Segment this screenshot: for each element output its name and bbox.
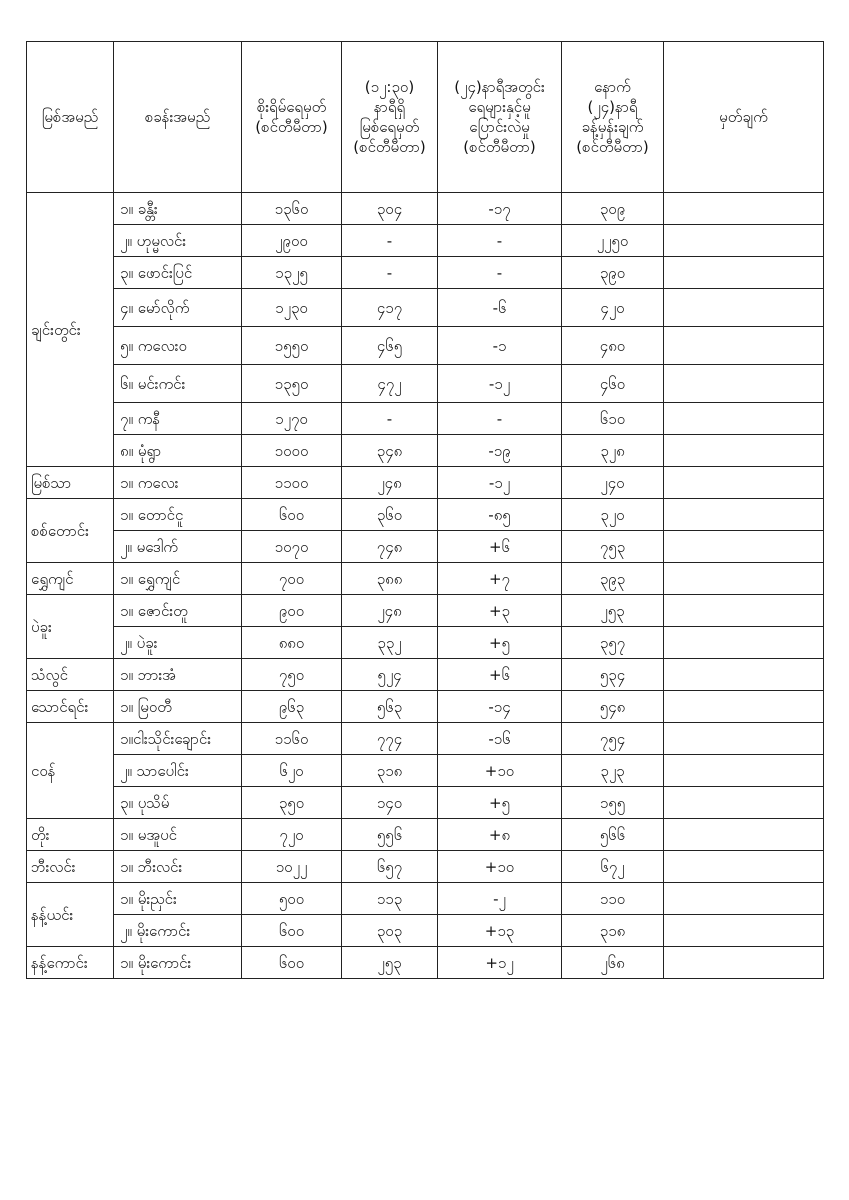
table-row bbox=[27, 691, 824, 723]
station-name-cell: ၃။ ပုသိမ် bbox=[114, 787, 242, 819]
warning-level-cell: ၉၆၃ bbox=[242, 691, 342, 723]
forecast-cell: ၁၁၀ bbox=[562, 883, 664, 915]
forecast-cell: ၆၁၀ bbox=[562, 403, 664, 435]
change-cell: - bbox=[438, 257, 562, 289]
table-row bbox=[27, 915, 824, 947]
station-name-cell: ၁။ တောင်ငူ bbox=[114, 499, 242, 531]
header-current-level bbox=[342, 42, 438, 193]
change-cell: -၁ bbox=[438, 327, 562, 365]
river-name-cell: တိုး bbox=[27, 819, 114, 851]
remark-cell bbox=[664, 595, 824, 627]
warning-level-cell: ၇၀၀ bbox=[242, 563, 342, 595]
table-row bbox=[27, 289, 824, 327]
station-name-cell: ၁။ မိုးညှင်း bbox=[114, 883, 242, 915]
remark-cell bbox=[664, 499, 824, 531]
forecast-cell: ၃၁၈ bbox=[562, 915, 664, 947]
change-cell: -၁၇ bbox=[438, 193, 562, 225]
station-name-cell: ၄။ မော်လိုက် bbox=[114, 289, 242, 327]
change-cell: -၈၅ bbox=[438, 499, 562, 531]
change-cell: - bbox=[438, 403, 562, 435]
station-name-cell: ၁။ ဇောင်းတူ bbox=[114, 595, 242, 627]
station-name-cell: ၅။ ကလေးဝ bbox=[114, 327, 242, 365]
station-name-cell: ၂။ ပဲခူး bbox=[114, 627, 242, 659]
change-cell: +၅ bbox=[438, 787, 562, 819]
table-row bbox=[27, 365, 824, 403]
remark-cell bbox=[664, 755, 824, 787]
table-row bbox=[27, 193, 824, 225]
header-river-name bbox=[27, 42, 114, 193]
station-name-cell: ၂။ သာပေါင်း bbox=[114, 755, 242, 787]
table-row bbox=[27, 627, 824, 659]
remark-cell bbox=[664, 787, 824, 819]
river-name-cell: ငဝန် bbox=[27, 723, 114, 819]
station-name-cell: ၂။ ဟုမ္မလင်း bbox=[114, 225, 242, 257]
remark-cell bbox=[664, 531, 824, 563]
forecast-cell: ၃၂၃ bbox=[562, 755, 664, 787]
forecast-cell: ၇၅၄ bbox=[562, 723, 664, 755]
remark-cell bbox=[664, 851, 824, 883]
remark-cell bbox=[664, 659, 824, 691]
warning-level-cell: ၁၃၅၀ bbox=[242, 365, 342, 403]
change-cell: - bbox=[438, 225, 562, 257]
forecast-cell: ၅၆၆ bbox=[562, 819, 664, 851]
forecast-cell: ၂၄၀ bbox=[562, 467, 664, 499]
change-cell: +၁၀ bbox=[438, 755, 562, 787]
forecast-cell: ၆၇၂ bbox=[562, 851, 664, 883]
station-name-cell: ၁။ မိုးကောင်း bbox=[114, 947, 242, 979]
river-name-cell: နန့်ကောင်း bbox=[27, 947, 114, 979]
forecast-cell: ၂၆၈ bbox=[562, 947, 664, 979]
table-row bbox=[27, 225, 824, 257]
table-row bbox=[27, 819, 824, 851]
table-row bbox=[27, 723, 824, 755]
table-row bbox=[27, 851, 824, 883]
current-level-cell: ၄၆၅ bbox=[342, 327, 438, 365]
table-row bbox=[27, 787, 824, 819]
current-level-cell: ၃၀၄ bbox=[342, 193, 438, 225]
header-row bbox=[27, 42, 824, 193]
table-row bbox=[27, 499, 824, 531]
current-level-cell: ၃၆၀ bbox=[342, 499, 438, 531]
table-row bbox=[27, 435, 824, 467]
station-name-cell: ၂။ မိုးကောင်း bbox=[114, 915, 242, 947]
river-name-cell: စစ်တောင်း bbox=[27, 499, 114, 563]
change-cell: -၂ bbox=[438, 883, 562, 915]
header-forecast-line: နောက် bbox=[594, 78, 631, 96]
warning-level-cell: ၈၈၀ bbox=[242, 627, 342, 659]
table-row bbox=[27, 531, 824, 563]
forecast-cell: ၃၅၇ bbox=[562, 627, 664, 659]
station-name-cell: ၁။ ရွှေကျင် bbox=[114, 563, 242, 595]
river-name-cell: မြစ်သာ bbox=[27, 467, 114, 499]
table-row bbox=[27, 563, 824, 595]
change-cell: +၁၀ bbox=[438, 851, 562, 883]
table-row bbox=[27, 467, 824, 499]
current-level-cell: ၆၅၇ bbox=[342, 851, 438, 883]
header-remark bbox=[664, 42, 824, 193]
current-level-cell: ၅၅၆ bbox=[342, 819, 438, 851]
station-name-cell: ၁။ မအူပင် bbox=[114, 819, 242, 851]
table-row bbox=[27, 947, 824, 979]
current-level-cell: ၅၆၃ bbox=[342, 691, 438, 723]
station-name-cell: ၁။ငါးသိုင်းချောင်း bbox=[114, 723, 242, 755]
station-name-cell: ၂။ မဒေါက် bbox=[114, 531, 242, 563]
current-level-cell: - bbox=[342, 403, 438, 435]
warning-level-cell: ၁၂၃၀ bbox=[242, 289, 342, 327]
river-name-cell: ရွှေကျင် bbox=[27, 563, 114, 595]
remark-cell bbox=[664, 257, 824, 289]
remark-cell bbox=[664, 947, 824, 979]
header-forecast-line: (၂၄)နာရီ bbox=[587, 98, 638, 116]
table-row bbox=[27, 883, 824, 915]
current-level-cell: - bbox=[342, 257, 438, 289]
river-name-cell: ပဲခူး bbox=[27, 595, 114, 659]
header-change-line: ပြောင်းလဲမှု bbox=[469, 118, 530, 136]
table-row bbox=[27, 659, 824, 691]
warning-level-cell: ၂၉၀၀ bbox=[242, 225, 342, 257]
river-name-cell: သောင်ရင်း bbox=[27, 691, 114, 723]
table-row bbox=[27, 595, 824, 627]
table-body bbox=[27, 193, 824, 979]
forecast-cell: ၃၉၀ bbox=[562, 257, 664, 289]
remark-cell bbox=[664, 819, 824, 851]
change-cell: +၃ bbox=[438, 595, 562, 627]
header-remark-label: မှတ်ချက် bbox=[719, 108, 768, 126]
header-level-line: (၁၂:၃၀) bbox=[364, 78, 415, 96]
header-station-label: စခန်းအမည် bbox=[144, 108, 211, 126]
river-name-cell: နန့်ယင်း bbox=[27, 883, 114, 947]
current-level-cell: ၄၁၇ bbox=[342, 289, 438, 327]
change-cell: -၁၂ bbox=[438, 467, 562, 499]
forecast-cell: ၃၂၈ bbox=[562, 435, 664, 467]
header-change-line: (၂၄)နာရီအတွင်း bbox=[454, 78, 545, 96]
current-level-cell: - bbox=[342, 225, 438, 257]
station-name-cell: ၆။ မင်းကင်း bbox=[114, 365, 242, 403]
header-level-line: မြစ်ရေမှတ် bbox=[359, 118, 420, 136]
change-cell: +၁၂ bbox=[438, 947, 562, 979]
current-level-cell: ၂၄၈ bbox=[342, 595, 438, 627]
forecast-cell: ၁၅၅ bbox=[562, 787, 664, 819]
warning-level-cell: ၁၁၀၀ bbox=[242, 467, 342, 499]
header-station-name bbox=[114, 42, 242, 193]
station-name-cell: ၁။ ခန္တီး bbox=[114, 193, 242, 225]
river-name-cell: သံလွင် bbox=[27, 659, 114, 691]
header-level-line: နာရီရှိ bbox=[373, 98, 406, 116]
table-row bbox=[27, 403, 824, 435]
change-cell: +၈ bbox=[438, 819, 562, 851]
change-cell: +၆ bbox=[438, 659, 562, 691]
warning-level-cell: ၁၀၇၀ bbox=[242, 531, 342, 563]
change-cell: -၁၄ bbox=[438, 691, 562, 723]
station-name-cell: ၈။ မုံရွာ bbox=[114, 435, 242, 467]
warning-level-cell: ၁၀၀၀ bbox=[242, 435, 342, 467]
forecast-cell: ၃၂၀ bbox=[562, 499, 664, 531]
change-cell: +၁၃ bbox=[438, 915, 562, 947]
header-change-line: ရေများနှင့်မူ bbox=[468, 98, 531, 116]
warning-level-cell: ၁၂၇၀ bbox=[242, 403, 342, 435]
header-warning-level bbox=[242, 42, 342, 193]
remark-cell bbox=[664, 225, 824, 257]
remark-cell bbox=[664, 403, 824, 435]
header-warning-line: (စင်တီမီတာ) bbox=[255, 118, 328, 136]
warning-level-cell: ၆၀၀ bbox=[242, 947, 342, 979]
change-cell: +၅ bbox=[438, 627, 562, 659]
header-river-label: မြစ်အမည် bbox=[41, 108, 99, 126]
forecast-cell: ၂၅၃ bbox=[562, 595, 664, 627]
station-name-cell: ၁။ မြဝတီ bbox=[114, 691, 242, 723]
change-cell: -၁၆ bbox=[438, 723, 562, 755]
current-level-cell: ၇၇၄ bbox=[342, 723, 438, 755]
header-forecast bbox=[562, 42, 664, 193]
warning-level-cell: ၇၅၀ bbox=[242, 659, 342, 691]
current-level-cell: ၃၈၈ bbox=[342, 563, 438, 595]
table-row bbox=[27, 755, 824, 787]
remark-cell bbox=[664, 289, 824, 327]
warning-level-cell: ၇၂၀ bbox=[242, 819, 342, 851]
remark-cell bbox=[664, 365, 824, 403]
remark-cell bbox=[664, 723, 824, 755]
current-level-cell: ၃၁၈ bbox=[342, 755, 438, 787]
station-name-cell: ၃။ ဖောင်းပြင် bbox=[114, 257, 242, 289]
forecast-cell: ၇၅၃ bbox=[562, 531, 664, 563]
current-level-cell: ၃၀၃ bbox=[342, 915, 438, 947]
river-name-cell: ချင်းတွင်း bbox=[27, 193, 114, 467]
change-cell: +၇ bbox=[438, 563, 562, 595]
warning-level-cell: ၆၀၀ bbox=[242, 915, 342, 947]
forecast-cell: ၄၈၀ bbox=[562, 327, 664, 365]
warning-level-cell: ၁၅၅၀ bbox=[242, 327, 342, 365]
remark-cell bbox=[664, 193, 824, 225]
table-row bbox=[27, 327, 824, 365]
station-name-cell: ၁။ ဘီးလင်း bbox=[114, 851, 242, 883]
current-level-cell: ၁၁၃ bbox=[342, 883, 438, 915]
change-cell: -၁၂ bbox=[438, 365, 562, 403]
remark-cell bbox=[664, 435, 824, 467]
current-level-cell: ၅၂၄ bbox=[342, 659, 438, 691]
remark-cell bbox=[664, 691, 824, 723]
remark-cell bbox=[664, 563, 824, 595]
current-level-cell: ၁၄၀ bbox=[342, 787, 438, 819]
warning-level-cell: ၉၀၀ bbox=[242, 595, 342, 627]
forecast-cell: ၅၃၄ bbox=[562, 659, 664, 691]
current-level-cell: ၇၄၈ bbox=[342, 531, 438, 563]
warning-level-cell: ၅၀၀ bbox=[242, 883, 342, 915]
station-name-cell: ၁။ ကလေး bbox=[114, 467, 242, 499]
header-level-line: (စင်တီမီတာ) bbox=[353, 138, 426, 156]
warning-level-cell: ၃၅၀ bbox=[242, 787, 342, 819]
warning-level-cell: ၆၀၀ bbox=[242, 499, 342, 531]
forecast-cell: ၄၆၀ bbox=[562, 365, 664, 403]
header-change bbox=[438, 42, 562, 193]
remark-cell bbox=[664, 883, 824, 915]
remark-cell bbox=[664, 467, 824, 499]
header-forecast-line: (စင်တီမီတာ) bbox=[576, 138, 649, 156]
warning-level-cell: ၁၁၆၀ bbox=[242, 723, 342, 755]
current-level-cell: ၃၄၈ bbox=[342, 435, 438, 467]
current-level-cell: ၃၃၂ bbox=[342, 627, 438, 659]
forecast-cell: ၃၀၉ bbox=[562, 193, 664, 225]
remark-cell bbox=[664, 915, 824, 947]
current-level-cell: ၂၄၈ bbox=[342, 467, 438, 499]
remark-cell bbox=[664, 627, 824, 659]
forecast-cell: ၂၂၅၀ bbox=[562, 225, 664, 257]
station-name-cell: ၁။ ဘားအံ bbox=[114, 659, 242, 691]
warning-level-cell: ၁၀၂၂ bbox=[242, 851, 342, 883]
remark-cell bbox=[664, 327, 824, 365]
warning-level-cell: ၆၂၀ bbox=[242, 755, 342, 787]
current-level-cell: ၄၇၂ bbox=[342, 365, 438, 403]
forecast-cell: ၅၄၈ bbox=[562, 691, 664, 723]
river-level-table bbox=[26, 41, 824, 979]
warning-level-cell: ၁၃၂၅ bbox=[242, 257, 342, 289]
change-cell: -၁၉ bbox=[438, 435, 562, 467]
change-cell: -၆ bbox=[438, 289, 562, 327]
station-name-cell: ၇။ ကနီ bbox=[114, 403, 242, 435]
change-cell: +၆ bbox=[438, 531, 562, 563]
table-row bbox=[27, 257, 824, 289]
river-name-cell: ဘီးလင်း bbox=[27, 851, 114, 883]
forecast-cell: ၄၂၀ bbox=[562, 289, 664, 327]
header-forecast-line: ခန့်မှန်းချက် bbox=[581, 118, 644, 136]
current-level-cell: ၂၅၃ bbox=[342, 947, 438, 979]
header-change-line: (စင်တီမီတာ) bbox=[463, 138, 536, 156]
warning-level-cell: ၁၃၆၀ bbox=[242, 193, 342, 225]
header-warning-line: စိုးရိမ်ရေမှတ် bbox=[256, 98, 327, 116]
forecast-cell: ၃၉၃ bbox=[562, 563, 664, 595]
